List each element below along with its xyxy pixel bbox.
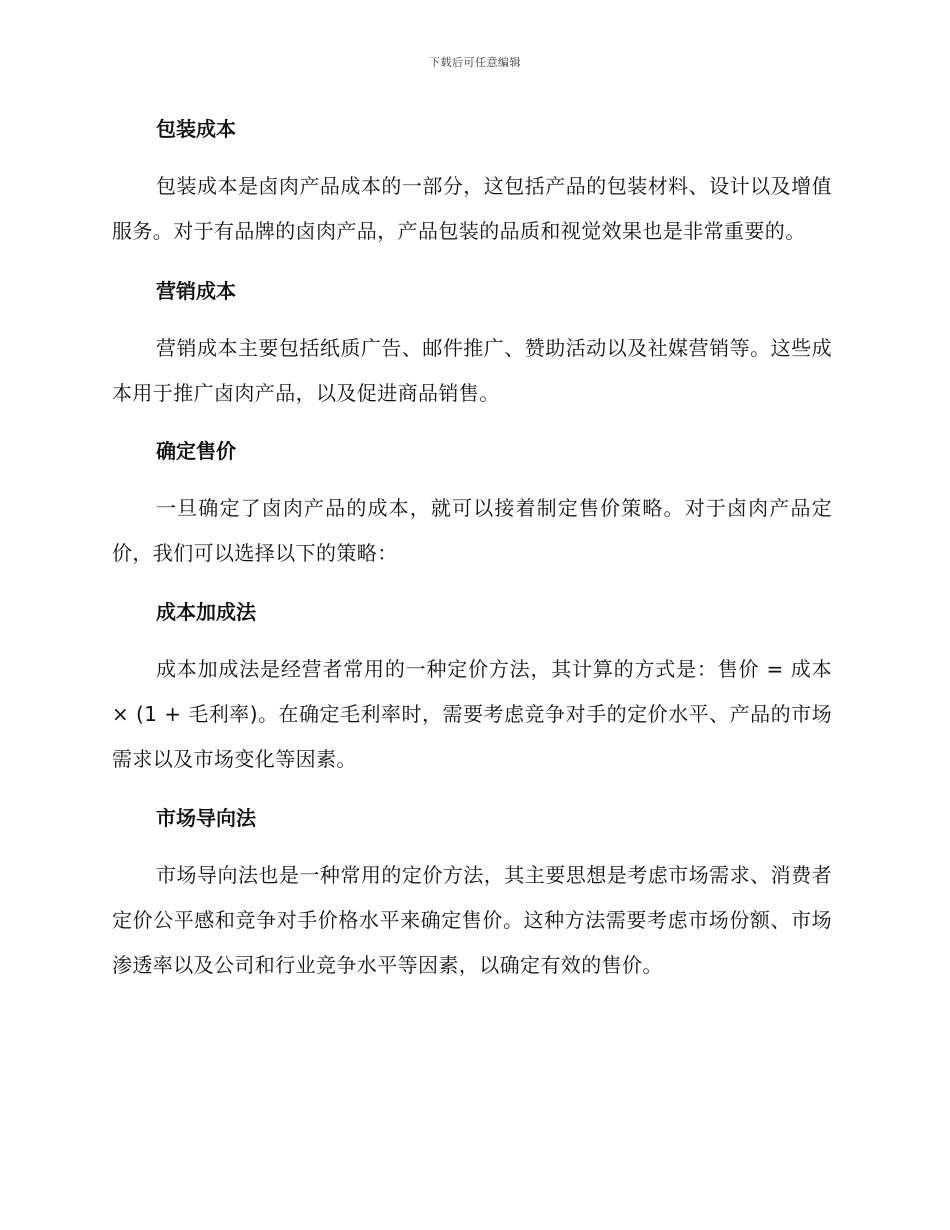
page-header-note: 下载后可任意编辑 [429,56,521,69]
section-heading-market-oriented: 市场导向法 [156,806,256,830]
paragraph-packaging-cost: 包装成本是卤肉产品成本的一部分，这包括产品的包装材料、设计以及增值服务。对于有品牌的卤肉产品，产品包装的品质和视觉效果也是非常重要的。 [112,174,832,243]
section-heading-cost-plus: 成本加成法 [156,600,256,624]
paragraph-cost-plus: 成本加成法是经营者常用的一种定价方法，其计算的方式是：售价 = 成本 × (1 + 毛利率)。在确定毛利率时，需要考虑竞争对手的定价水平、产品的市场需求以及市场变化等因素。 [112,657,832,771]
section-heading-set-price: 确定售价 [156,439,236,463]
section-heading-marketing-cost: 营销成本 [156,279,236,303]
paragraph-set-price: 一旦确定了卤肉产品的成本，就可以接着制定售价策略。对于卤肉产品定价，我们可以选择以下的策略： [112,496,832,565]
section-heading-packaging-cost: 包装成本 [156,117,236,141]
document-body [112,112,832,988]
paragraph-market-oriented: 市场导向法也是一种常用的定价方法，其主要思想是考虑市场需求、消费者定价公平感和竞争对手价格水平来确定售价。这种方法需要考虑市场份额、市场渗透率以及公司和行业竞争水平等因素，以确定有效的售价。 [112,863,832,977]
paragraph-marketing-cost: 营销成本主要包括纸质广告、邮件推广、赞助活动以及社媒营销等。这些成本用于推广卤肉产品，以及促进商品销售。 [112,336,832,405]
